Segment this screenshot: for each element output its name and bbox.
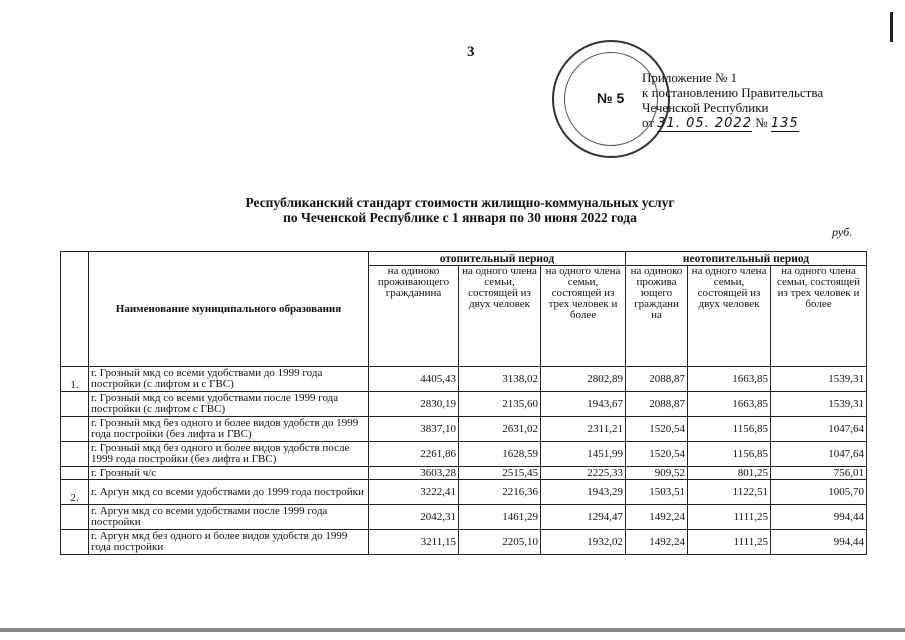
value-cell: 2088,87 xyxy=(626,367,688,392)
seal-number: № 5 xyxy=(597,90,625,106)
value-cell: 2311,21 xyxy=(541,417,626,442)
num-header xyxy=(61,252,89,367)
value-cell: 1628,59 xyxy=(459,442,541,467)
document-title xyxy=(200,195,720,225)
value-cell: 3837,10 xyxy=(369,417,459,442)
value-cell: 1520,54 xyxy=(626,442,688,467)
value-cell: 1294,47 xyxy=(541,505,626,530)
value-cell: 1943,29 xyxy=(541,480,626,505)
currency-unit: руб. xyxy=(832,225,853,239)
municipality-name: г. Аргун мкд без одного и более видов удобств до 1999 года постройки xyxy=(89,530,369,555)
value-cell: 1451,99 xyxy=(541,442,626,467)
municipality-name: г. Грозный мкд со всеми удобствами до 1999 года постройки (с лифтом и с ГВС) xyxy=(89,367,369,392)
table-row xyxy=(61,417,867,442)
subheader-heating-single: на одиноко проживающего гражданина xyxy=(369,266,459,367)
row-number xyxy=(61,417,89,442)
row-number xyxy=(61,392,89,417)
date-prefix: от xyxy=(642,115,655,130)
value-cell: 2225,33 xyxy=(541,467,626,480)
appendix-date-line xyxy=(642,115,823,131)
page-number: 3 xyxy=(467,44,475,60)
value-cell: 2802,89 xyxy=(541,367,626,392)
row-number xyxy=(61,467,89,480)
table-row xyxy=(61,530,867,555)
table-row xyxy=(61,480,867,505)
value-cell: 1111,25 xyxy=(688,530,771,555)
subheader-nonheating-single: на одиноко прожива ющего граждани на xyxy=(626,266,688,367)
value-cell: 2042,31 xyxy=(369,505,459,530)
row-number: 2. xyxy=(61,480,89,505)
edge-mark xyxy=(890,12,893,42)
value-cell: 994,44 xyxy=(771,505,867,530)
bottom-edge xyxy=(0,628,905,632)
value-cell: 801,25 xyxy=(688,467,771,480)
value-cell: 1122,51 xyxy=(688,480,771,505)
value-cell: 1047,64 xyxy=(771,417,867,442)
tariff-table xyxy=(60,251,867,555)
name-header: Наименование муниципального образования xyxy=(89,252,369,367)
value-cell: 1663,85 xyxy=(688,392,771,417)
value-cell: 1005,70 xyxy=(771,480,867,505)
value-cell: 1047,64 xyxy=(771,442,867,467)
municipality-name: г. Грозный мкд без одного и более видов удобств после 1999 года постройки (без лифта и ГВС) xyxy=(89,442,369,467)
subheader-nonheating-three: на одного члена семьи, состоящей из трех человек и более xyxy=(771,266,867,367)
value-cell: 1539,31 xyxy=(771,367,867,392)
value-cell: 3222,41 xyxy=(369,480,459,505)
value-cell: 1932,02 xyxy=(541,530,626,555)
row-number xyxy=(61,505,89,530)
value-cell: 2205,10 xyxy=(459,530,541,555)
row-number: 1. xyxy=(61,367,89,392)
municipality-name: г. Аргун мкд со всеми удобствами после 1999 года постройки xyxy=(89,505,369,530)
heating-period-header: отопительный период xyxy=(369,252,626,266)
table-row xyxy=(61,392,867,417)
value-cell: 2135,60 xyxy=(459,392,541,417)
table-row xyxy=(61,505,867,530)
value-cell: 2088,87 xyxy=(626,392,688,417)
value-cell: 1943,67 xyxy=(541,392,626,417)
row-number xyxy=(61,442,89,467)
value-cell: 994,44 xyxy=(771,530,867,555)
value-cell: 2515,45 xyxy=(459,467,541,480)
value-cell: 2631,02 xyxy=(459,417,541,442)
number-prefix: № xyxy=(755,115,768,130)
value-cell: 3603,28 xyxy=(369,467,459,480)
handwritten-number: 135 xyxy=(770,116,799,131)
value-cell: 1539,31 xyxy=(771,392,867,417)
value-cell: 1492,24 xyxy=(626,505,688,530)
value-cell: 909,52 xyxy=(626,467,688,480)
value-cell: 1111,25 xyxy=(688,505,771,530)
value-cell: 3138,02 xyxy=(459,367,541,392)
municipality-name: г. Грозный мкд со всеми удобствами после 1999 года постройки (с лифтом с ГВС) xyxy=(89,392,369,417)
row-number xyxy=(61,530,89,555)
value-cell: 1520,54 xyxy=(626,417,688,442)
table-row xyxy=(61,367,867,392)
table-row xyxy=(61,467,867,480)
value-cell: 3211,15 xyxy=(369,530,459,555)
title-line-1: Республиканский стандарт стоимости жилищно-коммунальных услуг xyxy=(245,195,675,210)
non-heating-period-header: неотопительный период xyxy=(626,252,867,266)
value-cell: 1503,51 xyxy=(626,480,688,505)
title-line-2: по Чеченской Республике с 1 января по 30 июня 2022 года xyxy=(283,210,637,225)
value-cell: 1156,85 xyxy=(688,442,771,467)
value-cell: 2216,36 xyxy=(459,480,541,505)
value-cell: 1461,29 xyxy=(459,505,541,530)
municipality-name: г. Грозный ч/с xyxy=(89,467,369,480)
handwritten-date: 31. 05. 2022 xyxy=(657,116,752,131)
subheader-heating-two: на одного члена семьи, состоящей из двух человек xyxy=(459,266,541,367)
appendix-block xyxy=(642,70,823,131)
appendix-line-2: к постановлению Правительства xyxy=(642,85,824,100)
subheader-heating-three: на одного члена семьи, состоящей из трех человек и более xyxy=(541,266,626,367)
appendix-line-1: Приложение № 1 xyxy=(642,70,738,85)
value-cell: 4405,43 xyxy=(369,367,459,392)
value-cell: 1663,85 xyxy=(688,367,771,392)
value-cell: 756,01 xyxy=(771,467,867,480)
subheader-nonheating-two: на одного члена семьи, состоящей из двух человек xyxy=(688,266,771,367)
appendix-line-3: Чеченской Республики xyxy=(642,100,769,115)
value-cell: 2261,86 xyxy=(369,442,459,467)
value-cell: 1492,24 xyxy=(626,530,688,555)
table-row xyxy=(61,442,867,467)
value-cell: 1156,85 xyxy=(688,417,771,442)
municipality-name: г. Грозный мкд без одного и более видов удобств до 1999 года постройки (без лифта и ГВС) xyxy=(89,417,369,442)
value-cell: 2830,19 xyxy=(369,392,459,417)
municipality-name: г. Аргун мкд со всеми удобствами до 1999 года постройки xyxy=(89,480,369,505)
